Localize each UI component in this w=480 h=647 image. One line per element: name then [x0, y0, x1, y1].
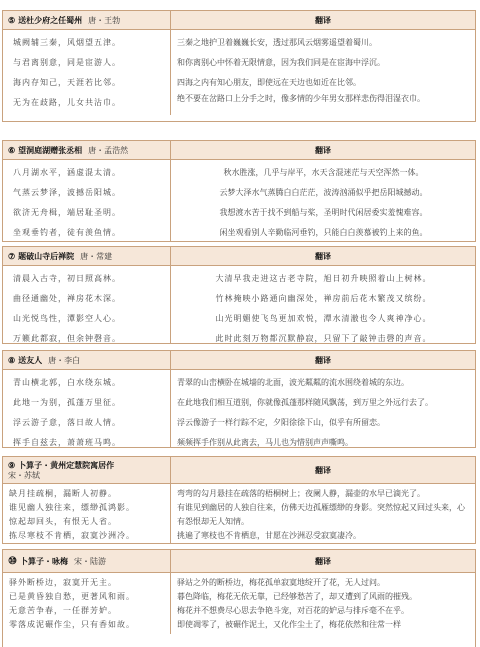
card-body — [3, 572, 475, 634]
poem-line: 山光悦鸟性，潭影空人心。 — [13, 314, 121, 323]
translation-line: 竹林掩映小路通向幽深处，禅房前后花木繁茂又缤纷。 — [215, 294, 432, 303]
poem-line: 此地一为别，孤蓬万里征。 — [13, 398, 121, 407]
poem-line: 谁见幽人独往来，缥缈孤鸿影。 — [9, 503, 135, 512]
poem-heading-line — [8, 460, 120, 471]
translation-header: 翻译 — [171, 247, 475, 265]
card-body — [3, 369, 475, 448]
poem-line: 坐观垂钓者，徒有羡鱼情。 — [13, 228, 121, 237]
poem-line: 万籁此都寂，但余钟磬音。 — [13, 334, 121, 343]
translation-header: 翻译 — [171, 550, 475, 572]
translation-line: 梅花并不想费尽心思去争艳斗宠，对百花的妒忌与排斥毫不在乎。 — [177, 606, 409, 615]
poem-line: 零落成泥碾作尘，只有香如故。 — [9, 620, 135, 629]
translation-line: 四海之内有知心朋友，即使远在天边也如近在比邻。 — [177, 78, 361, 87]
poem-line: 驿外断桥边，寂寞开无主。 — [9, 578, 117, 587]
translation-line: 频频挥手作别从此离去，马儿也为惜别声声嘶鸣。 — [177, 438, 353, 447]
poem-line: 欲济无舟楫，端居耻圣明。 — [13, 208, 121, 217]
poem-number: ⑧ — [8, 355, 16, 365]
translation-text — [171, 30, 475, 115]
poem-author: 唐・李白 — [48, 355, 81, 365]
poem-heading — [3, 457, 171, 483]
poem-title: 送友人 — [18, 354, 43, 365]
translation-header: 翻译 — [171, 11, 475, 29]
poem-line: 拣尽寒枝不肯栖，寂寞沙洲冷。 — [9, 531, 135, 540]
translation-line: 三秦之地护卫着巍巍长安，透过那风云烟雾遥望着蜀川。 — [177, 38, 377, 47]
poem-author: 宋・苏轼 — [8, 470, 40, 480]
poem-card — [2, 456, 476, 544]
translation-text — [171, 484, 475, 544]
translation-header: 翻译 — [171, 457, 475, 483]
poem-line: 气蒸云梦泽，波撼岳阳城。 — [13, 188, 121, 197]
poem-card — [2, 549, 476, 647]
translation-line: 山光明媚使飞鸟更加欢悦，潭水清澈也令人爽神净心。 — [215, 314, 432, 323]
poem-number: ⑥ — [8, 145, 16, 155]
poem-text — [3, 266, 171, 344]
poem-number: ⑦ — [8, 251, 16, 261]
poem-title: 望洞庭湖赠张丞相 — [18, 144, 83, 155]
translation-text — [171, 573, 475, 634]
translation-line: 此时此刻万物都沉默静寂，只留下了敲钟击磬的声音。 — [215, 334, 432, 343]
translation-header: 翻译 — [171, 141, 475, 159]
poem-number: ⑤ — [8, 15, 16, 25]
card-body — [3, 29, 475, 115]
poem-author: 唐・王勃 — [88, 15, 121, 25]
translation-line: 暮色降临，梅花无依无靠，已经够愁苦了，却又遭到了风雨的摧残。 — [177, 592, 417, 601]
translation-line: 青翠的山峦横卧在城墙的北面，波光粼粼的流水围绕着城的东边。 — [177, 378, 409, 387]
translation-line: 弯弯的勾月悬挂在疏落的梧桐树上；夜阑人静，漏壶的水早已滴光了。 — [177, 489, 425, 498]
poem-line: 八月湖水平，涵虚混太清。 — [13, 168, 121, 177]
translation-line: 即使凋零了，被碾作泥土，又化作尘土了，梅花依然和往常一样 — [177, 620, 401, 629]
poem-author: 唐・常建 — [80, 251, 113, 261]
poem-card — [2, 350, 476, 448]
poem-author: 唐・孟浩然 — [88, 145, 129, 155]
poem-line: 城阙辅三秦，风烟望五津。 — [13, 38, 121, 47]
translation-line: 在此地我们相互道别，你就像孤蓬那样随风飘荡，到万里之外远行去了。 — [177, 398, 433, 407]
poem-line: 海内存知己，天涯若比邻。 — [13, 78, 121, 87]
translation-line: 挑遍了寒枝也不肯栖息，甘愿在沙洲忍受寂寞凄冷。 — [177, 531, 361, 540]
card-body — [3, 483, 475, 544]
poem-heading — [3, 141, 171, 159]
poem-line: 无意苦争春，一任群芳妒。 — [9, 606, 117, 615]
poem-title: 卜算子・黄州定慧院寓居作 — [18, 459, 115, 470]
poem-author: 宋・陆游 — [73, 556, 106, 566]
poem-line: 与君离别意，同是宦游人。 — [13, 58, 121, 67]
translation-text — [171, 160, 475, 242]
translation-line: 大清早我走进这古老寺院，旭日初升映照着山上树林。 — [215, 274, 432, 283]
poem-title: 送杜少府之任蜀州 — [18, 14, 83, 25]
translation-text — [171, 370, 475, 448]
card-header — [3, 457, 475, 483]
poem-title: 卜算子・咏梅 — [19, 555, 68, 566]
poem-card — [2, 246, 476, 344]
poem-text — [3, 370, 171, 448]
poem-line: 无为在歧路，儿女共沾巾。 — [13, 98, 121, 107]
poem-line: 缺月挂疏桐，漏断人初静。 — [9, 489, 117, 498]
poem-title: 题破山寺后禅院 — [18, 250, 75, 261]
poem-heading — [3, 11, 171, 29]
translation-line: 浮云像游子一样行踪不定，夕阳徐徐下山，似乎有所留恋。 — [177, 418, 385, 427]
poem-card — [2, 10, 476, 122]
translation-line: 闲坐观看别人辛勤临河垂钓，只能白白羡慕被钓上来的鱼。 — [219, 228, 428, 237]
poem-number: ⑩ — [8, 555, 17, 567]
translation-line: 绝不要在岔路口上分手之时，像多情的少年男女那样悲伤得泪湿衣巾。 — [177, 94, 425, 103]
poem-text — [3, 30, 171, 115]
card-header — [3, 141, 475, 159]
translation-line: 驿站之外的断桥边，梅花孤单寂寞地绽开了花，无人过问。 — [177, 578, 385, 587]
poem-line: 青山横北郭，白水绕东城。 — [13, 378, 121, 387]
translation-line: 和你离别心中怀着无限情意，因为我们同是在宦海中浮沉。 — [177, 58, 385, 67]
translation-line: 有谁见到幽居的人独自往来，仿佛天边孤雁缥缈的身影。突然惊起又回过头来，心有怨恨却无人知情。 — [177, 503, 465, 526]
translation-line: 我想渡水苦于找不到船与桨，圣明时代闲居委实羞愧难容。 — [219, 208, 428, 217]
translation-text — [171, 266, 475, 344]
poem-text — [3, 573, 171, 634]
poem-heading — [3, 247, 171, 265]
poem-heading — [3, 351, 171, 369]
card-body — [3, 265, 475, 344]
poem-card — [2, 140, 476, 242]
poem-line: 曲径通幽处，禅房花木深。 — [13, 294, 121, 303]
card-header — [3, 11, 475, 29]
card-header — [3, 247, 475, 265]
poem-heading — [3, 550, 171, 572]
poem-line: 挥手自兹去，萧萧班马鸣。 — [13, 438, 121, 447]
translation-line: 秋水胜涨，几乎与岸平，水天含混迷茫与天空浑然一体。 — [223, 168, 424, 177]
translation-header: 翻译 — [171, 351, 475, 369]
poem-text — [3, 160, 171, 242]
poem-number: ⑨ — [8, 459, 16, 470]
card-body — [3, 159, 475, 242]
poem-line: 惊起却回头，有恨无人省。 — [9, 517, 117, 526]
card-header — [3, 351, 475, 369]
poem-line: 浮云游子意，落日故人情。 — [13, 418, 121, 427]
poem-text — [3, 484, 171, 544]
poem-line: 清晨入古寺，初日照高林。 — [13, 274, 121, 283]
card-header — [3, 550, 475, 572]
poem-line: 已是黄昏独自愁，更著风和雨。 — [9, 592, 135, 601]
translation-line: 云梦大泽水气蒸腾白白茫茫，波涛汹涌似乎把岳阳城撼动。 — [219, 188, 428, 197]
